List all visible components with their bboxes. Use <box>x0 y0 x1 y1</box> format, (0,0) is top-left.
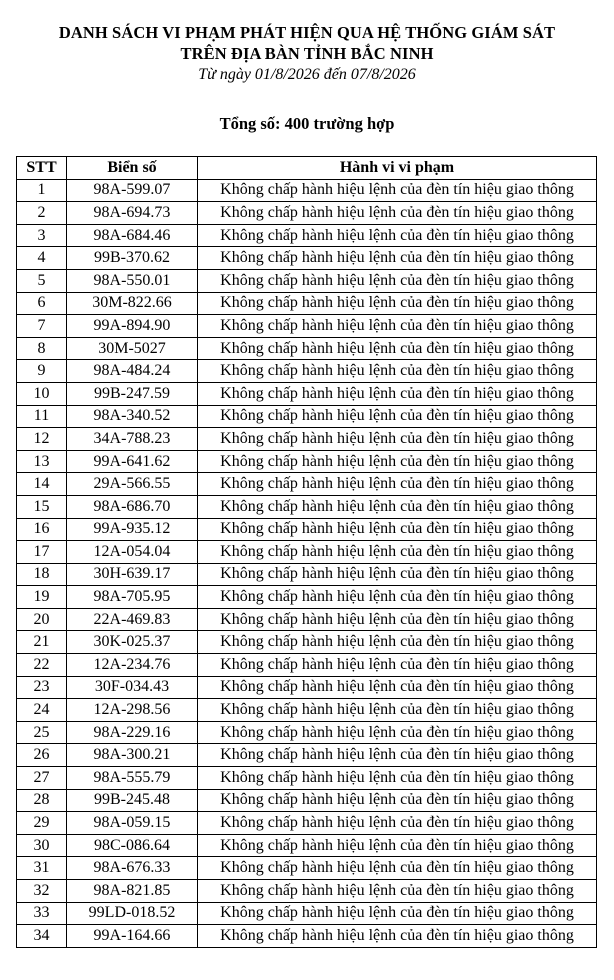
table-row <box>17 473 597 496</box>
row-stt: 7 <box>17 315 67 338</box>
row-violation: Không chấp hành hiệu lệnh của đèn tín hiệu giao thông <box>198 563 597 586</box>
document-title-line-2: TRÊN ĐỊA BÀN TỈNH BẮC NINH <box>180 44 434 63</box>
table-row <box>17 789 597 812</box>
row-violation: Không chấp hành hiệu lệnh của đèn tín hiệu giao thông <box>198 518 597 541</box>
row-plate-number: 98A-229.16 <box>67 721 198 744</box>
column-header-stt: STT <box>17 157 67 180</box>
row-plate-number: 98A-705.95 <box>67 586 198 609</box>
table-row <box>17 360 597 383</box>
row-violation: Không chấp hành hiệu lệnh của đèn tín hiệu giao thông <box>198 473 597 496</box>
row-stt: 5 <box>17 269 67 292</box>
table-row <box>17 631 597 654</box>
total-count: Tổng số: 400 trường hợp <box>219 114 395 133</box>
table-row <box>17 880 597 903</box>
row-violation: Không chấp hành hiệu lệnh của đèn tín hiệu giao thông <box>198 812 597 835</box>
table-row <box>17 586 597 609</box>
row-plate-number: 99A-894.90 <box>67 315 198 338</box>
row-plate-number: 98A-821.85 <box>67 880 198 903</box>
table-row <box>17 857 597 880</box>
row-violation: Không chấp hành hiệu lệnh của đèn tín hiệu giao thông <box>198 269 597 292</box>
row-plate-number: 98A-550.01 <box>67 269 198 292</box>
table-row <box>17 292 597 315</box>
row-violation: Không chấp hành hiệu lệnh của đèn tín hiệu giao thông <box>198 428 597 451</box>
row-stt: 13 <box>17 450 67 473</box>
row-stt: 30 <box>17 834 67 857</box>
row-plate-number: 98A-484.24 <box>67 360 198 383</box>
row-plate-number: 98A-676.33 <box>67 857 198 880</box>
row-stt: 31 <box>17 857 67 880</box>
row-stt: 10 <box>17 382 67 405</box>
row-violation: Không chấp hành hiệu lệnh của đèn tín hiệu giao thông <box>198 541 597 564</box>
row-stt: 29 <box>17 812 67 835</box>
row-stt: 22 <box>17 654 67 677</box>
row-plate-number: 12A-298.56 <box>67 699 198 722</box>
row-stt: 19 <box>17 586 67 609</box>
row-stt: 14 <box>17 473 67 496</box>
row-violation: Không chấp hành hiệu lệnh của đèn tín hiệu giao thông <box>198 631 597 654</box>
row-violation: Không chấp hành hiệu lệnh của đèn tín hiệu giao thông <box>198 247 597 270</box>
row-plate-number: 98A-694.73 <box>67 202 198 225</box>
row-stt: 18 <box>17 563 67 586</box>
table-row <box>17 902 597 925</box>
row-stt: 24 <box>17 699 67 722</box>
row-stt: 1 <box>17 179 67 202</box>
table-row <box>17 179 597 202</box>
row-violation: Không chấp hành hiệu lệnh của đèn tín hiệu giao thông <box>198 224 597 247</box>
row-violation: Không chấp hành hiệu lệnh của đèn tín hiệu giao thông <box>198 880 597 903</box>
table-row <box>17 337 597 360</box>
column-header-plate: Biển số <box>67 157 198 180</box>
row-violation: Không chấp hành hiệu lệnh của đèn tín hiệu giao thông <box>198 292 597 315</box>
row-violation: Không chấp hành hiệu lệnh của đèn tín hiệu giao thông <box>198 495 597 518</box>
row-stt: 23 <box>17 676 67 699</box>
table-row <box>17 563 597 586</box>
table-row <box>17 541 597 564</box>
row-stt: 2 <box>17 202 67 225</box>
row-violation: Không chấp hành hiệu lệnh của đèn tín hiệu giao thông <box>198 179 597 202</box>
table-row <box>17 405 597 428</box>
row-plate-number: 98A-059.15 <box>67 812 198 835</box>
row-plate-number: 99A-641.62 <box>67 450 198 473</box>
row-stt: 8 <box>17 337 67 360</box>
row-violation: Không chấp hành hiệu lệnh của đèn tín hiệu giao thông <box>198 902 597 925</box>
row-plate-number: 99B-245.48 <box>67 789 198 812</box>
row-violation: Không chấp hành hiệu lệnh của đèn tín hiệu giao thông <box>198 699 597 722</box>
document-title-line-1: DANH SÁCH VI PHẠM PHÁT HIỆN QUA HỆ THỐNG GIÁM SÁT <box>58 23 556 42</box>
row-plate-number: 98A-684.46 <box>67 224 198 247</box>
row-stt: 12 <box>17 428 67 451</box>
table-row <box>17 699 597 722</box>
row-violation: Không chấp hành hiệu lệnh của đèn tín hiệu giao thông <box>198 744 597 767</box>
row-stt: 15 <box>17 495 67 518</box>
table-row <box>17 925 597 948</box>
row-stt: 34 <box>17 925 67 948</box>
table-row <box>17 721 597 744</box>
row-violation: Không chấp hành hiệu lệnh của đèn tín hiệu giao thông <box>198 789 597 812</box>
table-row <box>17 269 597 292</box>
row-plate-number: 22A-469.83 <box>67 608 198 631</box>
row-plate-number: 34A-788.23 <box>67 428 198 451</box>
row-violation: Không chấp hành hiệu lệnh của đèn tín hiệu giao thông <box>198 721 597 744</box>
table-row <box>17 834 597 857</box>
row-violation: Không chấp hành hiệu lệnh của đèn tín hiệu giao thông <box>198 925 597 948</box>
row-plate-number: 29A-566.55 <box>67 473 198 496</box>
date-range: Từ ngày 01/8/2026 đến 07/8/2026 <box>198 66 416 83</box>
table-row <box>17 202 597 225</box>
table-row <box>17 224 597 247</box>
row-stt: 21 <box>17 631 67 654</box>
table-row <box>17 608 597 631</box>
table-row <box>17 676 597 699</box>
table-row <box>17 767 597 790</box>
row-plate-number: 30F-034.43 <box>67 676 198 699</box>
table-row <box>17 495 597 518</box>
row-plate-number: 99A-164.66 <box>67 925 198 948</box>
row-stt: 20 <box>17 608 67 631</box>
row-plate-number: 30H-639.17 <box>67 563 198 586</box>
row-violation: Không chấp hành hiệu lệnh của đèn tín hiệu giao thông <box>198 857 597 880</box>
table-row <box>17 450 597 473</box>
row-violation: Không chấp hành hiệu lệnh của đèn tín hiệu giao thông <box>198 315 597 338</box>
row-plate-number: 99LD-018.52 <box>67 902 198 925</box>
row-plate-number: 98A-686.70 <box>67 495 198 518</box>
row-violation: Không chấp hành hiệu lệnh của đèn tín hiệu giao thông <box>198 202 597 225</box>
table-row <box>17 247 597 270</box>
row-plate-number: 12A-234.76 <box>67 654 198 677</box>
row-stt: 11 <box>17 405 67 428</box>
table-header-row <box>17 157 597 180</box>
row-plate-number: 98A-340.52 <box>67 405 198 428</box>
row-plate-number: 98A-599.07 <box>67 179 198 202</box>
row-plate-number: 12A-054.04 <box>67 541 198 564</box>
table-row <box>17 382 597 405</box>
row-stt: 16 <box>17 518 67 541</box>
table-row <box>17 654 597 677</box>
table-row <box>17 744 597 767</box>
table-row <box>17 812 597 835</box>
row-stt: 32 <box>17 880 67 903</box>
row-stt: 4 <box>17 247 67 270</box>
row-violation: Không chấp hành hiệu lệnh của đèn tín hiệu giao thông <box>198 337 597 360</box>
row-plate-number: 30K-025.37 <box>67 631 198 654</box>
row-stt: 28 <box>17 789 67 812</box>
row-stt: 17 <box>17 541 67 564</box>
row-violation: Không chấp hành hiệu lệnh của đèn tín hiệu giao thông <box>198 767 597 790</box>
row-stt: 9 <box>17 360 67 383</box>
row-violation: Không chấp hành hiệu lệnh của đèn tín hiệu giao thông <box>198 450 597 473</box>
row-plate-number: 98C-086.64 <box>67 834 198 857</box>
row-plate-number: 99B-370.62 <box>67 247 198 270</box>
row-stt: 33 <box>17 902 67 925</box>
column-header-violation: Hành vi vi phạm <box>198 157 597 180</box>
row-violation: Không chấp hành hiệu lệnh của đèn tín hiệu giao thông <box>198 360 597 383</box>
row-plate-number: 98A-300.21 <box>67 744 198 767</box>
document-header <box>0 22 614 85</box>
row-stt: 26 <box>17 744 67 767</box>
table-row <box>17 315 597 338</box>
row-plate-number: 99A-935.12 <box>67 518 198 541</box>
violations-table <box>16 156 597 948</box>
table-row <box>17 518 597 541</box>
table-body <box>17 179 597 947</box>
row-stt: 25 <box>17 721 67 744</box>
row-plate-number: 99B-247.59 <box>67 382 198 405</box>
row-stt: 27 <box>17 767 67 790</box>
row-violation: Không chấp hành hiệu lệnh của đèn tín hiệu giao thông <box>198 654 597 677</box>
row-plate-number: 98A-555.79 <box>67 767 198 790</box>
row-violation: Không chấp hành hiệu lệnh của đèn tín hiệu giao thông <box>198 834 597 857</box>
row-violation: Không chấp hành hiệu lệnh của đèn tín hiệu giao thông <box>198 676 597 699</box>
row-violation: Không chấp hành hiệu lệnh của đèn tín hiệu giao thông <box>198 382 597 405</box>
row-violation: Không chấp hành hiệu lệnh của đèn tín hiệu giao thông <box>198 608 597 631</box>
row-stt: 6 <box>17 292 67 315</box>
row-violation: Không chấp hành hiệu lệnh của đèn tín hiệu giao thông <box>198 586 597 609</box>
row-stt: 3 <box>17 224 67 247</box>
row-plate-number: 30M-822.66 <box>67 292 198 315</box>
row-violation: Không chấp hành hiệu lệnh của đèn tín hiệu giao thông <box>198 405 597 428</box>
table-row <box>17 428 597 451</box>
row-plate-number: 30M-5027 <box>67 337 198 360</box>
